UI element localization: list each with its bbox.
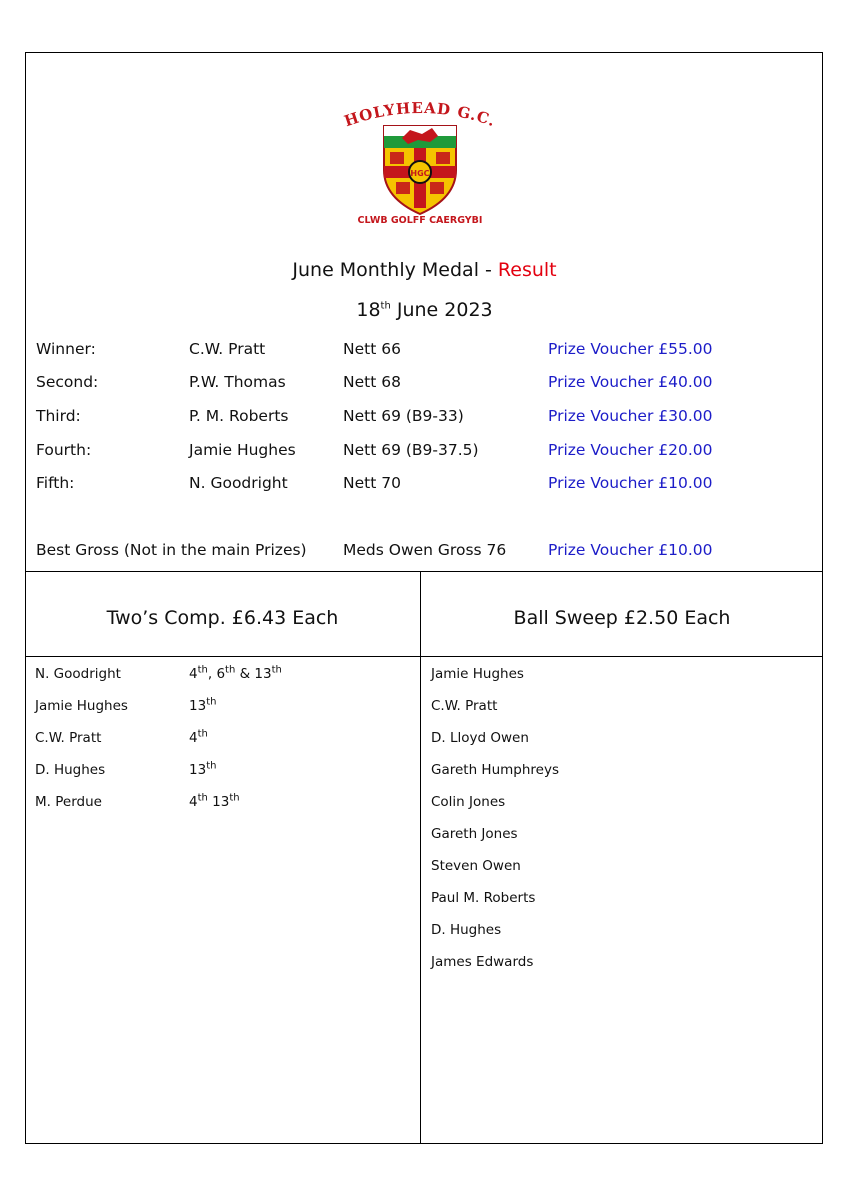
column-divider [420,572,421,1144]
result-name: N. Goodright [189,474,288,492]
date-rest: June 2023 [390,299,493,321]
result-name: Jamie Hughes [189,441,296,459]
result-place: Second: [36,373,99,391]
result-prize: Prize Voucher £20.00 [548,441,713,459]
result-score: Nett 68 [343,373,401,391]
ball-sweep-name: D. Hughes [431,922,502,938]
divider [25,571,823,572]
ball-sweep-name: D. Lloyd Owen [431,730,529,746]
result-row [0,340,849,364]
result-score: Nett 69 (B9-33) [343,407,464,425]
twos-name: M. Perdue [35,794,102,810]
result-prize: Prize Voucher £30.00 [548,407,713,425]
date-day: 18 [356,299,381,321]
logo-bottom-text: CLWB GOLFF CAERGYBI [357,215,483,226]
result-score: Nett 66 [343,340,401,358]
ball-sweep-name: Gareth Jones [431,826,518,842]
result-score: Nett 70 [343,474,401,492]
result-row [0,441,849,465]
result-name: P. M. Roberts [189,407,289,425]
club-logo [340,98,500,228]
best-gross-name: Meds Owen Gross 76 [343,541,507,559]
result-row [0,373,849,397]
result-place: Fifth: [36,474,75,492]
result-name: P.W. Thomas [189,373,286,391]
ball-sweep-heading: Ball Sweep £2.50 Each [513,607,731,629]
ball-sweep-name: Steven Owen [431,858,521,874]
result-place: Winner: [36,340,96,358]
result-prize: Prize Voucher £40.00 [548,373,713,391]
event-date [0,299,849,321]
ball-sweep-name: James Edwards [431,954,534,970]
date-suffix: th [380,300,391,312]
twos-name: N. Goodright [35,666,121,682]
twos-holes: 13th [189,760,217,778]
twos-holes: 4th, 6th & 13th [189,664,282,682]
best-gross-label: Best Gross (Not in the main Prizes) [36,541,307,559]
crest-icon [384,126,456,214]
best-gross-row [0,541,849,565]
best-gross-prize: Prize Voucher £10.00 [548,541,713,559]
twos-holes: 4th [189,728,208,746]
result-prize: Prize Voucher £55.00 [548,340,713,358]
twos-name: C.W. Pratt [35,730,102,746]
result-name: C.W. Pratt [189,340,266,358]
twos-name: Jamie Hughes [35,698,128,714]
ball-sweep-name: Colin Jones [431,794,506,810]
page-title [0,259,849,281]
twos-comp-heading: Two’s Comp. £6.43 Each [106,607,339,629]
ball-sweep-name: Jamie Hughes [431,666,524,682]
title-main: June Monthly Medal - [292,259,498,281]
result-row [0,474,849,498]
twos-holes: 4th 13th [189,792,240,810]
result-place: Fourth: [36,441,92,459]
result-place: Third: [36,407,81,425]
result-score: Nett 69 (B9-37.5) [343,441,479,459]
logo-top-text: HOLYHEAD G.C. [341,98,499,131]
ball-sweep-name: Paul M. Roberts [431,890,536,906]
ball-sweep-name: C.W. Pratt [431,698,498,714]
divider [25,656,823,657]
title-result: Result [497,259,557,281]
twos-name: D. Hughes [35,762,106,778]
result-row [0,407,849,431]
twos-holes: 13th [189,696,217,714]
result-prize: Prize Voucher £10.00 [548,474,713,492]
ball-sweep-name: Gareth Humphreys [431,762,559,778]
logo-badge-text: HGC [410,169,430,178]
